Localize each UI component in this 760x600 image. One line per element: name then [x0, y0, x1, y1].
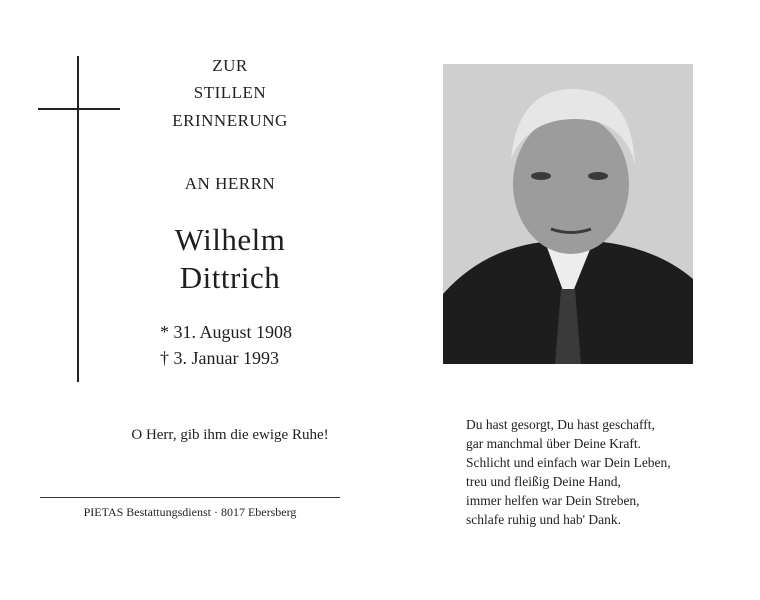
last-name: Dittrich — [179, 260, 281, 295]
poem-line-4: treu und fleißig Deine Hand, — [466, 474, 621, 489]
portrait-image — [443, 64, 693, 364]
heading-line-2: STILLEN — [193, 83, 267, 102]
portrait-photo — [443, 64, 693, 364]
birth-date: * 31. August 1908 — [160, 322, 293, 342]
poem-line-1: Du hast gesorgt, Du hast geschafft, — [466, 417, 655, 432]
footer-divider — [40, 497, 340, 498]
heading-line-1: ZUR — [212, 56, 248, 75]
cross-horizontal-bar — [38, 108, 120, 110]
cross-vertical-bar — [77, 56, 79, 382]
death-date: † 3. Januar 1993 — [160, 348, 279, 368]
first-name: Wilhelm — [174, 222, 286, 257]
poem-line-5: immer helfen war Dein Streben, — [466, 493, 640, 508]
heading-line-3: ERINNERUNG — [172, 111, 288, 130]
poem-line-3: Schlicht und einfach war Dein Leben, — [466, 455, 671, 470]
prayer-text: O Herr, gib ihm die ewige Ruhe! — [131, 427, 329, 443]
poem-line-6: schlafe ruhig und hab' Dank. — [466, 512, 622, 527]
salutation: AN HERRN — [184, 174, 276, 193]
poem-line-2: gar manchmal über Deine Kraft. — [466, 436, 642, 451]
funeral-service-footer: PIETAS Bestattungsdienst · 8017 Ebersberg — [83, 505, 297, 519]
